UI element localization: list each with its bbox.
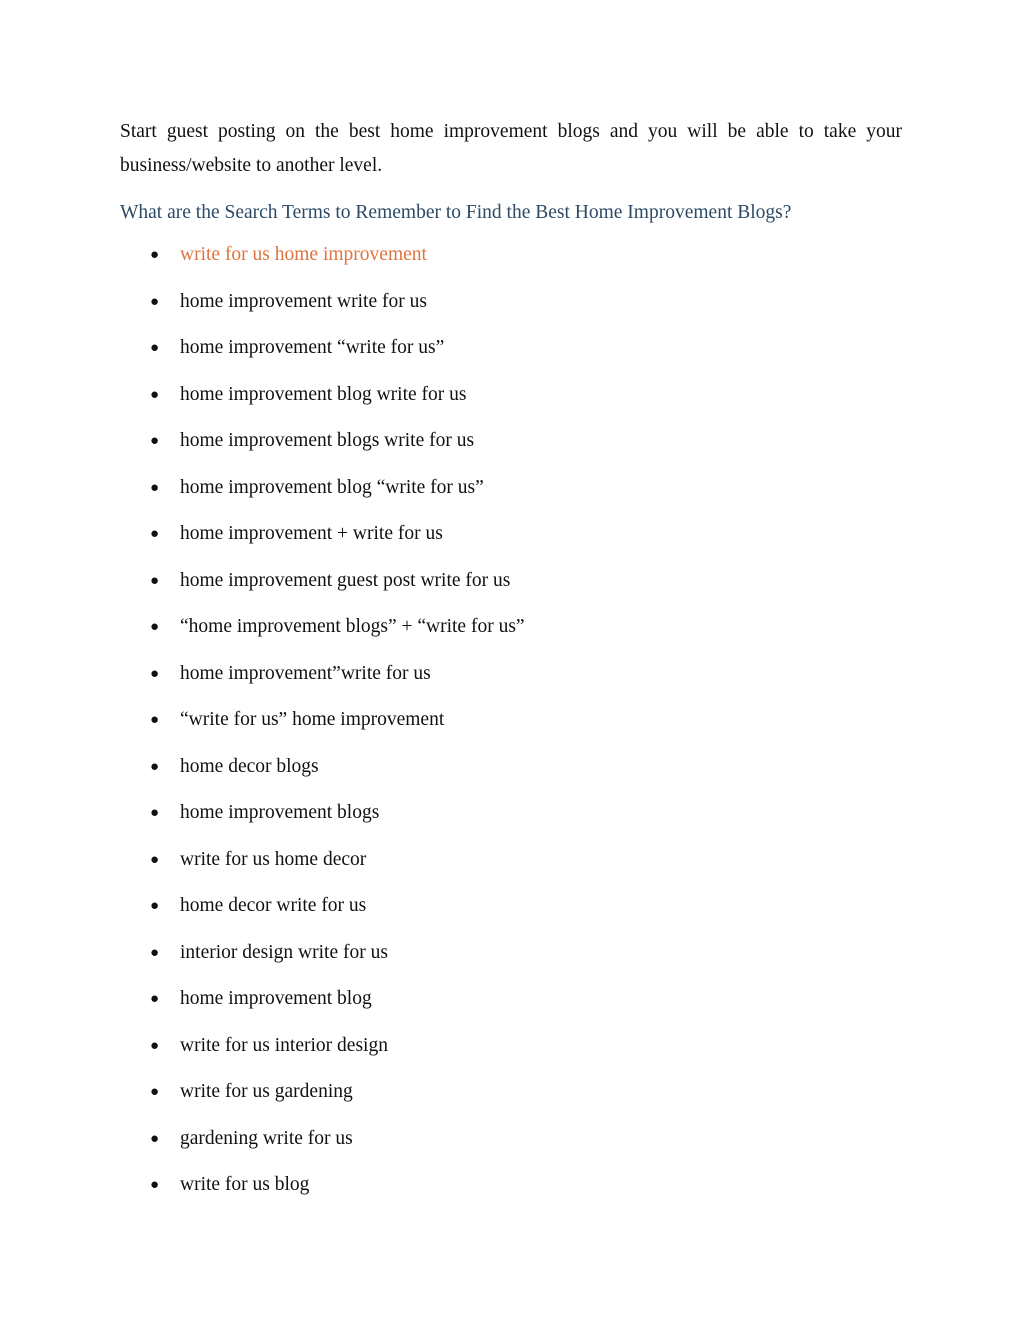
list-item [150,1031,525,1078]
term-text: write for us gardening [180,1081,353,1102]
bullet-icon: ● [150,898,160,914]
list-item [150,426,525,473]
list-item [150,845,525,892]
term-text: home improvement “write for us” [180,337,445,358]
bullet-icon: ● [150,991,160,1007]
intro-paragraph: Start guest posting on the best home improvement blogs and you will be able to take your business/website to another level. [120,121,902,176]
term-text: home improvement blog write for us [180,383,467,405]
bullet-icon: ● [150,619,160,635]
term-text: home improvement blogs write for us [180,430,475,451]
bullet-icon: ● [150,1037,160,1054]
term-text: home improvement blog [180,988,372,1009]
list-item [150,333,525,380]
search-terms-list [150,240,525,1217]
list-item [150,566,525,613]
list-item [150,705,525,752]
term-text: home improvement guest post write for us [180,569,511,591]
term-text: write for us blog [180,1174,310,1195]
bullet-icon: ● [150,851,160,868]
list-item [150,984,525,1031]
term-text: home improvement blogs [180,802,380,823]
bullet-icon: ● [150,247,160,263]
bullet-icon: ● [150,572,160,589]
term-text: home decor blogs [180,755,319,777]
term-text: write for us home decor [180,848,367,870]
bullet-icon: ● [150,526,160,542]
bullet-icon: ● [150,1130,160,1147]
bullet-icon: ● [150,712,160,728]
term-text: gardening write for us [180,1127,353,1149]
bullet-icon: ● [150,1084,160,1100]
list-item [150,752,525,799]
bullet-icon: ● [150,293,160,310]
section-heading: What are the Search Terms to Remember to Find the Best Home Improvement Blogs? [120,202,792,223]
bullet-icon: ● [150,805,160,821]
bullet-icon: ● [150,758,160,775]
list-item [150,1077,525,1124]
bullet-icon: ● [150,665,160,682]
bullet-icon: ● [150,386,160,403]
term-text: home improvement + write for us [180,523,443,544]
list-item [150,287,525,334]
list-item [150,380,525,427]
list-item [150,1124,525,1171]
term-text: “write for us” home improvement [180,709,445,730]
term-text: home decor write for us [180,895,367,916]
list-item [150,612,525,659]
bullet-icon: ● [150,340,160,356]
term-link[interactable]: write for us home improvement [180,244,427,265]
bullet-icon: ● [150,433,160,449]
term-text: home improvement blog “write for us” [180,476,484,498]
bullet-icon: ● [150,944,160,961]
list-item [150,798,525,845]
term-text: interior design write for us [180,941,388,963]
list-item [150,519,525,566]
bullet-icon: ● [150,479,160,496]
list-item [150,1170,525,1217]
list-item [150,659,525,706]
list-item [150,891,525,938]
term-text: home improvement”write for us [180,662,431,684]
term-text: “home improvement blogs” + “write for us” [180,616,525,637]
list-item[interactable] [150,240,525,287]
bullet-icon: ● [150,1177,160,1193]
list-item [150,473,525,520]
list-item [150,938,525,985]
term-text: write for us interior design [180,1034,388,1056]
term-text: home improvement write for us [180,290,427,312]
